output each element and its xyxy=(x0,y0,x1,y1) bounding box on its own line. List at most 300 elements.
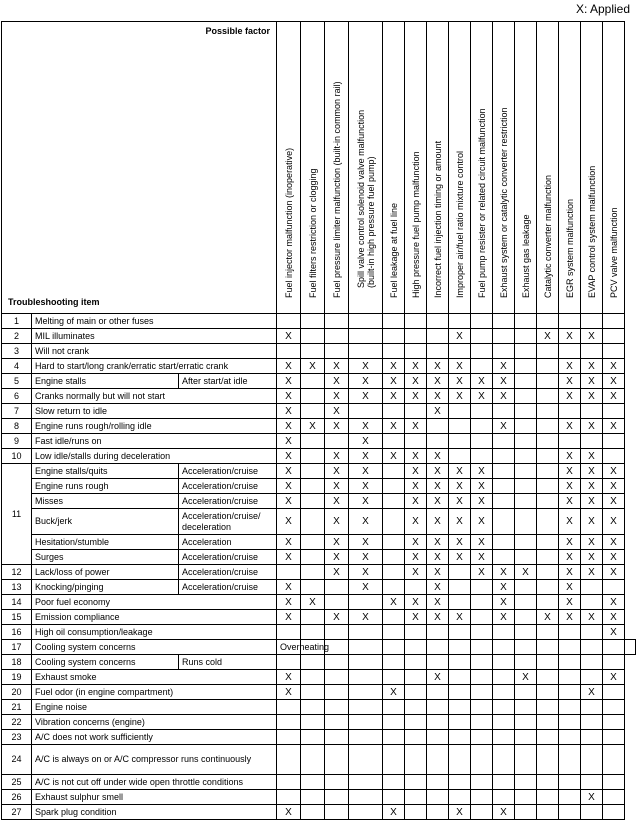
mark-cell xyxy=(449,745,471,775)
table-row xyxy=(2,640,636,655)
mark-cell xyxy=(301,580,325,595)
mark-cell: X xyxy=(349,419,383,434)
mark-cell xyxy=(493,730,515,745)
mark-cell xyxy=(349,314,383,329)
table-row xyxy=(2,715,636,730)
mark-cell: X xyxy=(383,374,405,389)
factor-label: Fuel pump resister or related circuit malfunction xyxy=(476,108,487,298)
trouble-item: Low idle/stalls during deceleration xyxy=(32,449,277,464)
mark-cell xyxy=(581,625,603,640)
row-number: 7 xyxy=(2,404,32,419)
mark-cell: X xyxy=(383,449,405,464)
mark-cell xyxy=(405,775,427,790)
mark-cell: X xyxy=(603,550,625,565)
mark-cell xyxy=(301,494,325,509)
mark-cell xyxy=(493,715,515,730)
mark-cell xyxy=(581,670,603,685)
mark-cell xyxy=(383,565,405,580)
mark-cell xyxy=(515,434,537,449)
factor-header-12 xyxy=(537,22,559,314)
mark-cell xyxy=(537,625,559,640)
mark-cell: X xyxy=(603,595,625,610)
mark-cell xyxy=(515,685,537,700)
mark-cell xyxy=(325,715,349,730)
condition: Overheating xyxy=(277,640,301,655)
row-number: 26 xyxy=(2,790,32,805)
condition: Runs cold xyxy=(179,655,277,670)
mark-cell xyxy=(325,580,349,595)
mark-cell xyxy=(515,494,537,509)
mark-cell: X xyxy=(427,550,449,565)
trouble-item: Engine runs rough/rolling idle xyxy=(32,419,277,434)
mark-cell: X xyxy=(603,509,625,535)
mark-cell xyxy=(559,404,581,419)
mark-cell xyxy=(515,625,537,640)
mark-cell xyxy=(515,775,537,790)
factor-label: EGR system malfunction xyxy=(564,198,575,298)
mark-cell xyxy=(383,479,405,494)
mark-cell xyxy=(537,715,559,730)
mark-cell xyxy=(515,389,537,404)
mark-cell xyxy=(603,790,625,805)
mark-cell: X xyxy=(349,479,383,494)
row-number: 11 xyxy=(2,464,32,565)
trouble-item: Slow return to idle xyxy=(32,404,277,419)
mark-cell xyxy=(325,700,349,715)
mark-cell: X xyxy=(581,535,603,550)
mark-cell: X xyxy=(325,419,349,434)
mark-cell xyxy=(493,745,515,775)
row-number: 25 xyxy=(2,775,32,790)
mark-cell: X xyxy=(427,494,449,509)
mark-cell: X xyxy=(471,464,493,479)
mark-cell: X xyxy=(301,359,325,374)
factor-header-11 xyxy=(515,22,537,314)
mark-cell xyxy=(301,745,325,775)
mark-cell xyxy=(427,625,449,640)
mark-cell: X xyxy=(449,535,471,550)
mark-cell: X xyxy=(581,550,603,565)
mark-cell xyxy=(405,745,427,775)
mark-cell: X xyxy=(603,565,625,580)
row-number: 10 xyxy=(2,449,32,464)
mark-cell: X xyxy=(405,449,427,464)
condition: Acceleration/cruise/ deceleration xyxy=(179,509,277,535)
mark-cell: X xyxy=(405,374,427,389)
mark-cell: X xyxy=(427,464,449,479)
table-row xyxy=(2,550,636,565)
mark-cell xyxy=(301,730,325,745)
mark-cell xyxy=(277,745,301,775)
mark-cell xyxy=(515,404,537,419)
mark-cell xyxy=(493,449,515,464)
mark-cell: X xyxy=(449,550,471,565)
condition: After start/at idle xyxy=(179,374,277,389)
mark-cell xyxy=(603,314,625,329)
mark-cell xyxy=(537,464,559,479)
table-row xyxy=(2,389,636,404)
mark-cell: X xyxy=(581,685,603,700)
mark-cell xyxy=(427,715,449,730)
mark-cell: X xyxy=(515,565,537,580)
troubleshooting-table xyxy=(1,21,636,820)
mark-cell xyxy=(515,700,537,715)
mark-cell xyxy=(581,805,603,820)
mark-cell: X xyxy=(471,550,493,565)
mark-cell: X xyxy=(471,565,493,580)
mark-cell xyxy=(515,464,537,479)
mark-cell: X xyxy=(471,494,493,509)
mark-cell: X xyxy=(559,565,581,580)
mark-cell xyxy=(449,730,471,745)
mark-cell xyxy=(325,344,349,359)
mark-cell xyxy=(515,344,537,359)
row-number: 22 xyxy=(2,715,32,730)
trouble-item: Hard to start/long crank/erratic start/erratic crank xyxy=(32,359,277,374)
mark-cell xyxy=(349,404,383,419)
condition: Acceleration/cruise xyxy=(179,479,277,494)
mark-cell xyxy=(383,580,405,595)
mark-cell: X xyxy=(405,359,427,374)
factor-header-9 xyxy=(471,22,493,314)
mark-cell xyxy=(537,550,559,565)
mark-cell xyxy=(581,715,603,730)
trouble-item: Buck/jerk xyxy=(32,509,179,535)
condition: Acceleration/cruise xyxy=(179,565,277,580)
mark-cell: X xyxy=(603,464,625,479)
mark-cell xyxy=(301,655,325,670)
mark-cell xyxy=(301,685,325,700)
mark-cell xyxy=(405,434,427,449)
mark-cell: X xyxy=(603,535,625,550)
mark-cell xyxy=(515,449,537,464)
mark-cell xyxy=(493,329,515,344)
table-row xyxy=(2,419,636,434)
mark-cell xyxy=(603,640,625,655)
mark-cell xyxy=(301,314,325,329)
mark-cell: X xyxy=(559,535,581,550)
mark-cell xyxy=(515,610,537,625)
mark-cell: X xyxy=(559,464,581,479)
mark-cell: X xyxy=(559,550,581,565)
mark-cell: X xyxy=(383,805,405,820)
mark-cell: X xyxy=(325,464,349,479)
mark-cell xyxy=(449,565,471,580)
mark-cell xyxy=(559,805,581,820)
row-number: 14 xyxy=(2,595,32,610)
mark-cell xyxy=(383,509,405,535)
mark-cell: X xyxy=(405,595,427,610)
factor-label: PCV valve malfunction xyxy=(608,207,619,298)
mark-cell xyxy=(581,730,603,745)
mark-cell xyxy=(493,700,515,715)
mark-cell xyxy=(471,655,493,670)
mark-cell xyxy=(493,655,515,670)
mark-cell xyxy=(493,550,515,565)
row-number: 24 xyxy=(2,745,32,775)
table-row xyxy=(2,374,636,389)
trouble-item: Engine noise xyxy=(32,700,277,715)
mark-cell xyxy=(493,509,515,535)
mark-cell xyxy=(603,344,625,359)
mark-cell: X xyxy=(349,580,383,595)
mark-cell: X xyxy=(537,610,559,625)
mark-cell xyxy=(471,775,493,790)
mark-cell xyxy=(603,655,625,670)
table-row xyxy=(2,449,636,464)
mark-cell xyxy=(559,314,581,329)
mark-cell xyxy=(537,434,559,449)
mark-cell xyxy=(537,595,559,610)
mark-cell xyxy=(383,670,405,685)
mark-cell xyxy=(471,419,493,434)
mark-cell xyxy=(277,655,301,670)
mark-cell: X xyxy=(277,595,301,610)
mark-cell xyxy=(581,344,603,359)
mark-cell xyxy=(383,494,405,509)
mark-cell xyxy=(515,730,537,745)
mark-cell: X xyxy=(383,595,405,610)
mark-cell xyxy=(471,685,493,700)
trouble-item: Poor fuel economy xyxy=(32,595,277,610)
factor-header-14 xyxy=(581,22,603,314)
legend-applied: X: Applied xyxy=(575,2,630,16)
table-row xyxy=(2,625,636,640)
mark-cell: X xyxy=(537,329,559,344)
trouble-item: Lack/loss of power xyxy=(32,565,179,580)
mark-cell: X xyxy=(427,389,449,404)
mark-cell xyxy=(559,434,581,449)
mark-cell xyxy=(301,625,325,640)
row-number: 1 xyxy=(2,314,32,329)
mark-cell xyxy=(449,775,471,790)
row-number: 21 xyxy=(2,700,32,715)
mark-cell xyxy=(493,404,515,419)
factor-label: Fuel injector malfunction (inoperative) xyxy=(283,147,294,298)
mark-cell: X xyxy=(559,610,581,625)
mark-cell xyxy=(301,700,325,715)
mark-cell xyxy=(449,434,471,449)
mark-cell xyxy=(603,715,625,730)
factor-label: Catalytic converter malfunction xyxy=(542,174,553,298)
mark-cell xyxy=(449,449,471,464)
mark-cell: X xyxy=(559,329,581,344)
factor-label: Fuel pressure limiter malfunction (built-in common rail) xyxy=(331,81,342,298)
mark-cell xyxy=(277,775,301,790)
mark-cell xyxy=(383,775,405,790)
mark-cell xyxy=(559,775,581,790)
mark-cell xyxy=(301,434,325,449)
mark-cell xyxy=(427,790,449,805)
table-row xyxy=(2,479,636,494)
factor-label: Fuel leakage at fuel line xyxy=(388,202,399,298)
mark-cell: X xyxy=(427,509,449,535)
mark-cell: X xyxy=(427,610,449,625)
mark-cell xyxy=(471,745,493,775)
mark-cell xyxy=(405,715,427,730)
mark-cell xyxy=(493,535,515,550)
mark-cell xyxy=(427,655,449,670)
table-row xyxy=(2,580,636,595)
trouble-item: A/C does not work sufficiently xyxy=(32,730,277,745)
mark-cell: X xyxy=(603,374,625,389)
mark-cell xyxy=(449,595,471,610)
mark-cell: X xyxy=(349,374,383,389)
mark-cell xyxy=(559,640,581,655)
mark-cell xyxy=(537,580,559,595)
mark-cell xyxy=(277,700,301,715)
mark-cell: X xyxy=(493,595,515,610)
mark-cell xyxy=(537,565,559,580)
table-row xyxy=(2,730,636,745)
mark-cell xyxy=(383,550,405,565)
mark-cell xyxy=(405,790,427,805)
trouble-item: Fast idle/runs on xyxy=(32,434,277,449)
mark-cell xyxy=(325,685,349,700)
mark-cell xyxy=(515,805,537,820)
table-row xyxy=(2,790,636,805)
table-row xyxy=(2,314,636,329)
condition: Acceleration xyxy=(179,535,277,550)
mark-cell xyxy=(325,595,349,610)
mark-cell xyxy=(301,610,325,625)
mark-cell xyxy=(301,805,325,820)
mark-cell xyxy=(301,344,325,359)
mark-cell: X xyxy=(277,449,301,464)
mark-cell xyxy=(427,434,449,449)
mark-cell xyxy=(559,344,581,359)
row-number: 3 xyxy=(2,344,32,359)
mark-cell: X xyxy=(277,404,301,419)
mark-cell: X xyxy=(277,550,301,565)
mark-cell xyxy=(537,790,559,805)
mark-cell xyxy=(537,685,559,700)
mark-cell: X xyxy=(325,449,349,464)
mark-cell xyxy=(603,329,625,344)
mark-cell: X xyxy=(277,670,301,685)
mark-cell xyxy=(449,580,471,595)
mark-cell xyxy=(559,790,581,805)
mark-cell xyxy=(427,745,449,775)
mark-cell xyxy=(277,790,301,805)
trouble-item: Hesitation/stumble xyxy=(32,535,179,550)
mark-cell xyxy=(325,775,349,790)
mark-cell xyxy=(603,685,625,700)
mark-cell xyxy=(603,745,625,775)
mark-cell xyxy=(559,670,581,685)
mark-cell: X xyxy=(301,595,325,610)
trouble-item: Surges xyxy=(32,550,179,565)
table-row xyxy=(2,464,636,479)
mark-cell: X xyxy=(427,595,449,610)
mark-cell xyxy=(515,419,537,434)
mark-cell xyxy=(301,404,325,419)
mark-cell xyxy=(515,715,537,730)
mark-cell: X xyxy=(277,535,301,550)
mark-cell xyxy=(559,700,581,715)
mark-cell xyxy=(625,640,636,655)
mark-cell: X xyxy=(581,610,603,625)
factor-label: Exhaust system or catalytic converter restriction xyxy=(498,107,509,298)
mark-cell xyxy=(537,374,559,389)
mark-cell xyxy=(405,655,427,670)
mark-cell xyxy=(581,700,603,715)
mark-cell: X xyxy=(405,610,427,625)
mark-cell xyxy=(471,580,493,595)
factor-header-2 xyxy=(301,22,325,314)
mark-cell xyxy=(559,715,581,730)
mark-cell xyxy=(603,730,625,745)
mark-cell xyxy=(537,640,559,655)
factor-label: Spill valve control solenoid valve malfunction (built-in high pressure fuel pump) xyxy=(355,109,376,288)
trouble-item: Exhaust smoke xyxy=(32,670,277,685)
mark-cell xyxy=(515,745,537,775)
mark-cell: X xyxy=(493,419,515,434)
mark-cell: X xyxy=(405,479,427,494)
row-number: 18 xyxy=(2,655,32,670)
factor-header-15 xyxy=(603,22,625,314)
mark-cell: X xyxy=(471,389,493,404)
mark-cell xyxy=(537,404,559,419)
mark-cell: X xyxy=(325,610,349,625)
mark-cell xyxy=(559,685,581,700)
mark-cell xyxy=(449,685,471,700)
factor-header-4 xyxy=(349,22,383,314)
mark-cell: X xyxy=(581,329,603,344)
mark-cell: X xyxy=(559,494,581,509)
mark-cell: X xyxy=(427,535,449,550)
mark-cell xyxy=(515,535,537,550)
mark-cell: X xyxy=(349,359,383,374)
mark-cell xyxy=(383,314,405,329)
mark-cell: X xyxy=(277,479,301,494)
trouble-item: Cranks normally but will not start xyxy=(32,389,277,404)
mark-cell xyxy=(349,329,383,344)
mark-cell: X xyxy=(603,389,625,404)
row-number: 16 xyxy=(2,625,32,640)
mark-cell xyxy=(515,655,537,670)
mark-cell xyxy=(449,314,471,329)
mark-cell xyxy=(493,640,515,655)
mark-cell xyxy=(559,655,581,670)
mark-cell: X xyxy=(427,580,449,595)
factor-label: Exhaust gas leakage xyxy=(520,214,531,298)
mark-cell xyxy=(427,344,449,359)
mark-cell xyxy=(537,479,559,494)
row-number: 6 xyxy=(2,389,32,404)
mark-cell xyxy=(515,509,537,535)
mark-cell: X xyxy=(325,404,349,419)
row-number: 23 xyxy=(2,730,32,745)
mark-cell xyxy=(349,700,383,715)
mark-cell: X xyxy=(325,565,349,580)
mark-cell: X xyxy=(559,359,581,374)
mark-cell xyxy=(383,640,405,655)
mark-cell xyxy=(405,329,427,344)
mark-cell xyxy=(325,329,349,344)
mark-cell xyxy=(493,314,515,329)
row-number: 5 xyxy=(2,374,32,389)
trouble-item: Will not crank xyxy=(32,344,277,359)
condition: Acceleration/cruise xyxy=(179,550,277,565)
trouble-item: Knocking/pinging xyxy=(32,580,179,595)
mark-cell: X xyxy=(581,565,603,580)
mark-cell xyxy=(537,535,559,550)
row-number: 4 xyxy=(2,359,32,374)
trouble-item: A/C is not cut off under wide open throttle conditions xyxy=(32,775,277,790)
factor-header-1 xyxy=(277,22,301,314)
mark-cell: X xyxy=(471,374,493,389)
